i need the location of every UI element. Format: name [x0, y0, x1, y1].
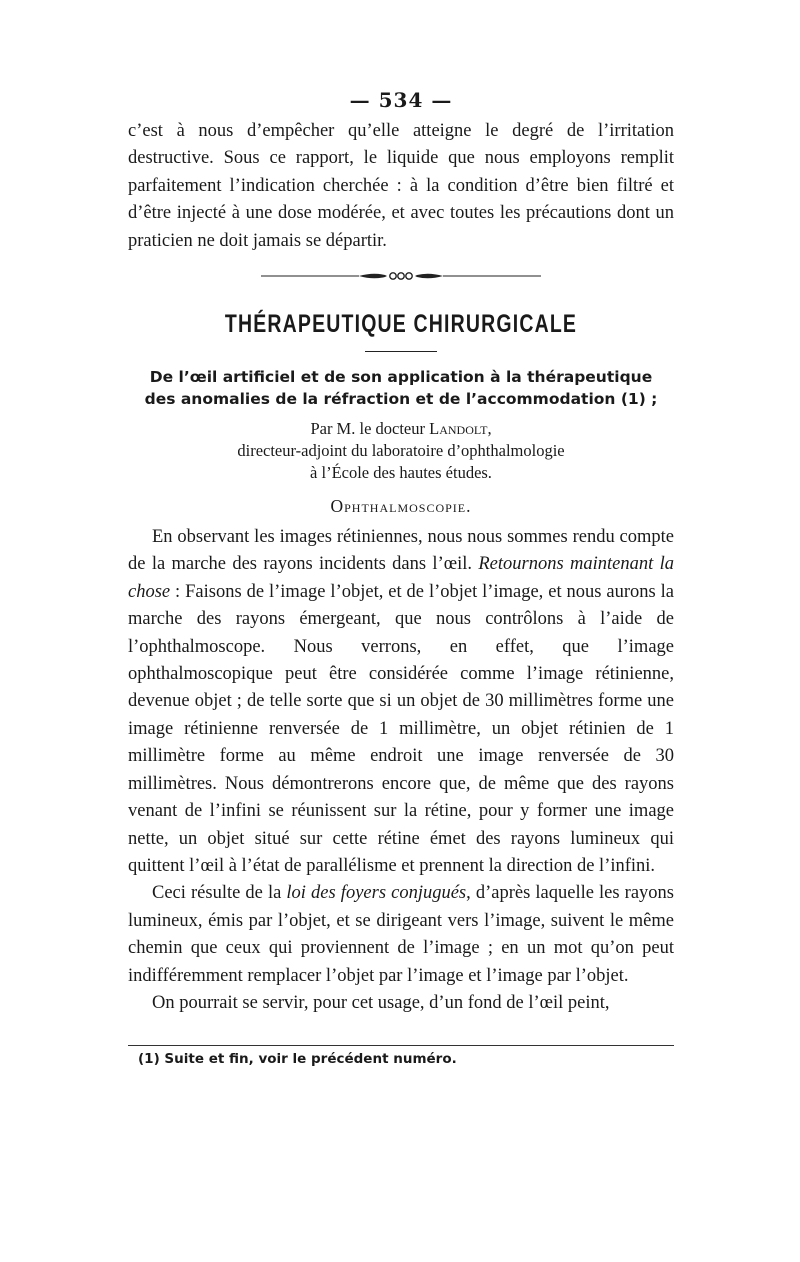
affiliation-line-1: directeur-adjoint du laboratoire d’ophthalmologie [237, 441, 565, 461]
paragraph-1 [128, 524, 674, 880]
article-title [128, 366, 674, 410]
paragraph-2-part-1: Ceci résulte de la [152, 883, 287, 904]
title-rule [365, 351, 437, 352]
byline-prefix: Par M. le docteur [310, 419, 430, 439]
paragraph-2-italic: loi des foyers conjugués [286, 883, 467, 904]
affiliation-line-2: à l’École des hautes études. [310, 463, 492, 483]
byline-suffix: , [487, 419, 492, 439]
article-title-line-1: De l’œil artificiel et de son application à la thérapeutique [149, 368, 653, 387]
article-title-line-2: des anomalies de la réfraction et de l’accommodation (1) ; [144, 390, 658, 409]
footnote-rule [128, 1045, 674, 1046]
footnote: (1) Suite et fin, voir le précédent numéro. [138, 1051, 457, 1068]
intro-paragraph: c’est à nous d’empêcher qu’elle atteigne le degré de l’irritation destructive. Sous ce rapport, le liquide que nous employons remplit parfaitement l’indication cherchée : à la condition d’être bien filtré et d’être injecté à une dose modérée, et avec toutes les précautions dont un praticien ne doit jamais se départir. [128, 121, 674, 251]
paragraph-1-part-1: En observant les images rétiniennes, nous nous sommes rendu compte de la marche des rayons incidents dans l’œil. [128, 527, 674, 575]
paragraph-3: On pourrait se servir, pour cet usage, d’un fond de l’œil peint, [152, 992, 610, 1013]
paragraph-2-part-2: , d’après laquelle les rayons lumineux, émis par l’objet, et se dirigeant vers l’image, suivent le même chemin que ceux qui proviennent de l’image ; en un mot qu’on peut indifféremment remplacer l’objet par l’image et l’image par l’objet. [128, 883, 674, 986]
document-page [128, 88, 674, 1068]
subsection-title: Ophthalmoscopie. [330, 496, 472, 517]
paragraph-2 [128, 880, 674, 990]
paragraph-1-part-2: : Faisons de l’image l’objet, et de l’objet l’image, et nous aurons la marche des rayons émergeant, que nous contrôlons à l’aide de l’ophthalmoscope. Nous verrons, en effet, que l’image ophthalmoscopique peut être considérée comme l’image rétinienne, devenue objet ; de telle sorte que si un objet de 30 millimètres forme une image rétinienne renversée de 1 millimètre, un objet rétinien de 1 millimètre forme au même endroit une image renversée de 30 millimètres. Nous démontrerons encore que, de même que des rayons venant de l’infini se réunissent sur la rétine, pour y former une image nette, un objet situé sur cette rétine émet des rayons lumineux qui quittent l’œil à l’état de parallélisme et prennent la direction de l’infini. [128, 581, 674, 876]
section-title: THÉRAPEUTIQUE CHIRURGICALE [224, 310, 578, 339]
author-name: Landolt [429, 419, 488, 439]
page-number: — 534 — [349, 88, 453, 112]
paragraph-1-italic: Retournons maintenant la chose [128, 554, 675, 602]
ornament-divider-icon [261, 269, 541, 283]
byline [128, 418, 674, 440]
